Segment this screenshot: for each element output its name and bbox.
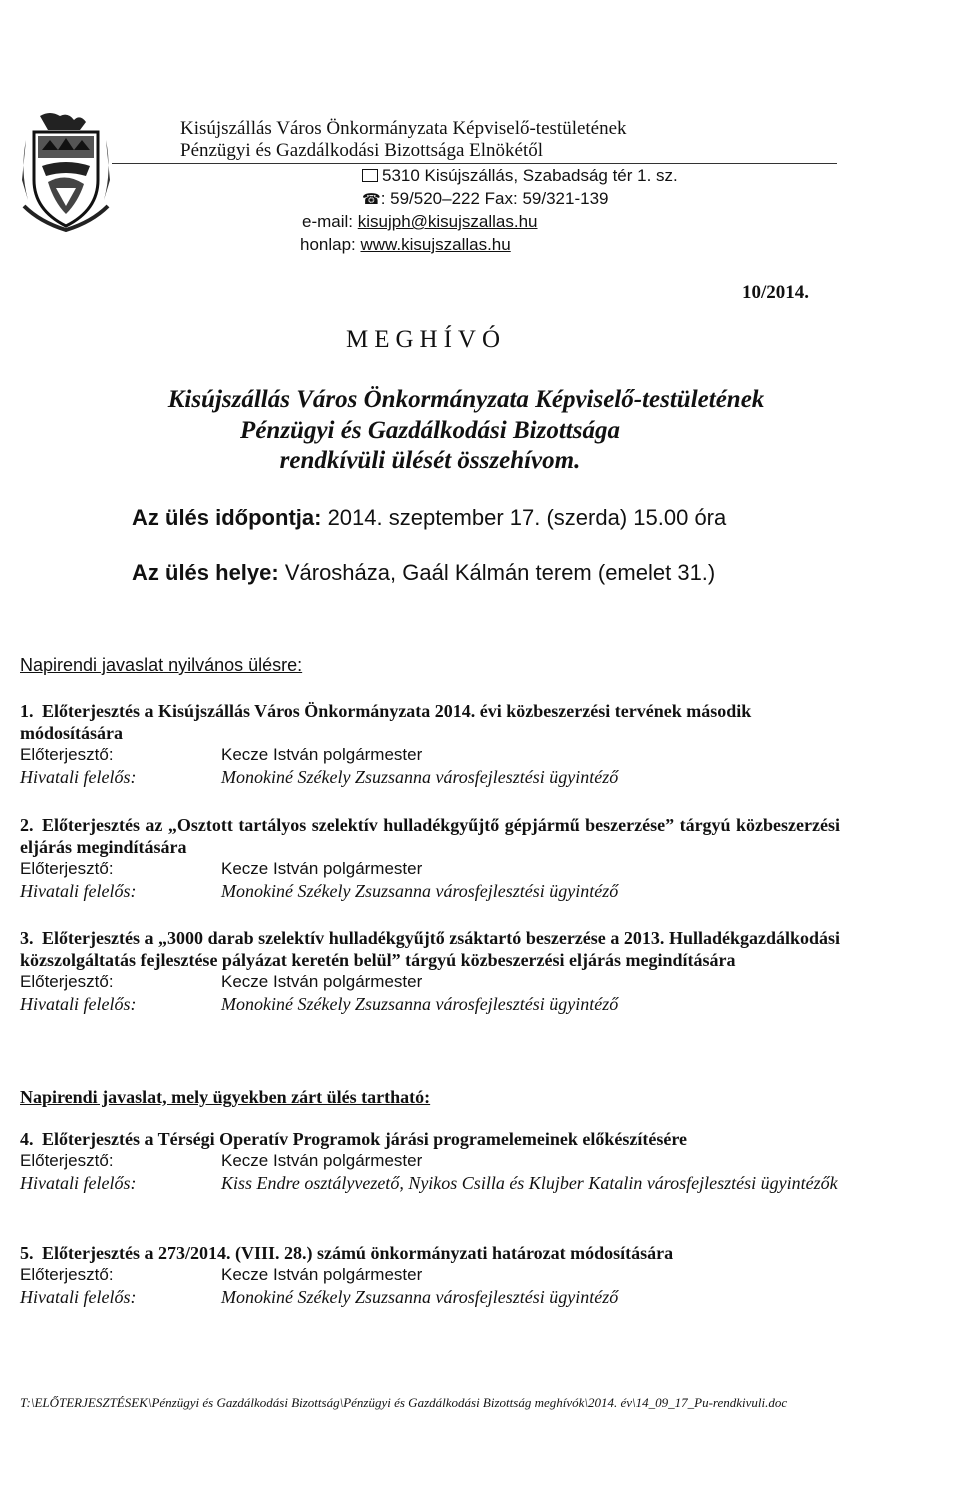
header-line-1: Kisújszállás Város Önkormányzata Képviselő-testületének (180, 118, 627, 139)
closed-agenda-heading: Napirendi javaslat, mely ügyekben zárt ülés tartható: (20, 1087, 431, 1107)
intro-line-2: Pénzügyi és Gazdálkodási Bizottsága (240, 417, 620, 444)
agenda-item-title: 2. Előterjesztés az „Osztott tartályos szelektív hulladékgyűjtő gépjármű beszerzése” tárgyú közbeszerzési eljárás megindítására (20, 815, 840, 857)
public-agenda-heading: Napirendi javaslat nyilvános ülésre: (20, 655, 303, 675)
agenda-item-title: 4. Előterjesztés a Térségi Operatív Programok járási programelemeinek előkészítésére (20, 1129, 687, 1149)
email-line (302, 212, 722, 232)
website-line (300, 235, 720, 255)
intro-line-3: rendkívüli ülését összehívom. (279, 447, 581, 474)
meeting-time-value: 2014. szeptember 17. (szerda) 15.00 óra (321, 505, 727, 530)
meeting-time (132, 505, 726, 531)
website-link[interactable]: www.kisujszallas.hu (360, 235, 511, 254)
address-text: 5310 Kisújszállás, Szabadság tér 1. sz. (382, 166, 678, 185)
email-link[interactable]: kisujph@kisujszallas.hu (357, 212, 538, 231)
city-coat-of-arms (20, 110, 112, 232)
responsible-row: Hivatali felelős: Monokiné Székely Zsuzsanna városfejlesztési ügyintéző (20, 881, 619, 901)
presenter-row: Előterjesztő: Kecze István polgármester (20, 859, 423, 878)
presenter-row: Előterjesztő: Kecze István polgármester (20, 745, 423, 764)
meeting-place (132, 560, 715, 586)
agenda-item-title: 5. Előterjesztés a 273/2014. (VIII. 28.) számú önkormányzati határozat módosítására (20, 1243, 674, 1263)
responsible-row: Hivatali felelős: Monokiné Székely Zsuzsanna városfejlesztési ügyintéző (20, 767, 619, 787)
page-title: MEGHÍVÓ (346, 326, 507, 353)
address-line (362, 166, 782, 186)
intro-line-1: Kisújszállás Város Önkormányzata Képviselő-testületének (167, 386, 765, 413)
header-divider (112, 163, 837, 164)
agenda-item (20, 814, 840, 902)
meeting-place-label: Az ülés helye: (132, 560, 279, 585)
meeting-place-value: Városháza, Gaál Kálmán terem (emelet 31.) (278, 560, 716, 585)
file-path-footer: T:\ELŐTERJESZTÉSEK\Pénzügyi és Gazdálkodási Bizottság\Pénzügyi és Gazdálkodási Bizottság meghívók\2014. év\14_09_17_Pu-rendkivuli.doc (20, 1395, 788, 1410)
website-label: honlap: (300, 235, 361, 254)
responsible-row: Hivatali felelős: Kiss Endre osztályvezető, Nyikos Csilla és Klujber Katalin városfejlesztési ügyintézők (20, 1173, 838, 1193)
mailbox-icon (362, 169, 378, 182)
phone-line (362, 189, 782, 209)
agenda-item (20, 1128, 840, 1194)
agenda-item-title: 1. Előterjesztés a Kisújszállás Város Önkormányzata 2014. évi közbeszerzési tervének második módosítására (20, 701, 752, 743)
presenter-row: Előterjesztő: Kecze István polgármester (20, 1265, 423, 1284)
responsible-row: Hivatali felelős: Monokiné Székely Zsuzsanna városfejlesztési ügyintéző (20, 994, 619, 1014)
email-label: e-mail: (302, 212, 358, 231)
meeting-time-label: Az ülés időpontja: (132, 505, 322, 530)
presenter-row: Előterjesztő: Kecze István polgármester (20, 972, 423, 991)
header-line-2: Pénzügyi és Gazdálkodási Bizottsága Elnökétől (180, 140, 544, 161)
agenda-item (20, 1242, 840, 1308)
phone-text: : 59/520–222 Fax: 59/321-139 (380, 189, 609, 208)
document-number: 10/2014. (742, 282, 810, 303)
responsible-row: Hivatali felelős: Monokiné Székely Zsuzsanna városfejlesztési ügyintéző (20, 1287, 619, 1307)
presenter-row: Előterjesztő: Kecze István polgármester (20, 1151, 423, 1170)
agenda-item (20, 700, 840, 788)
phone-icon: ☎ (362, 191, 381, 208)
agenda-item-title: 3. Előterjesztés a „3000 darab szelektív hulladékgyűjtő zsáktartó beszerzése a 2013. Hulladékgazdálkodási közszolgáltatás fejlesztése pályázat keretén belül” tárgyú közbeszerzési eljárás megindítására (20, 928, 840, 970)
agenda-item (20, 927, 840, 1015)
